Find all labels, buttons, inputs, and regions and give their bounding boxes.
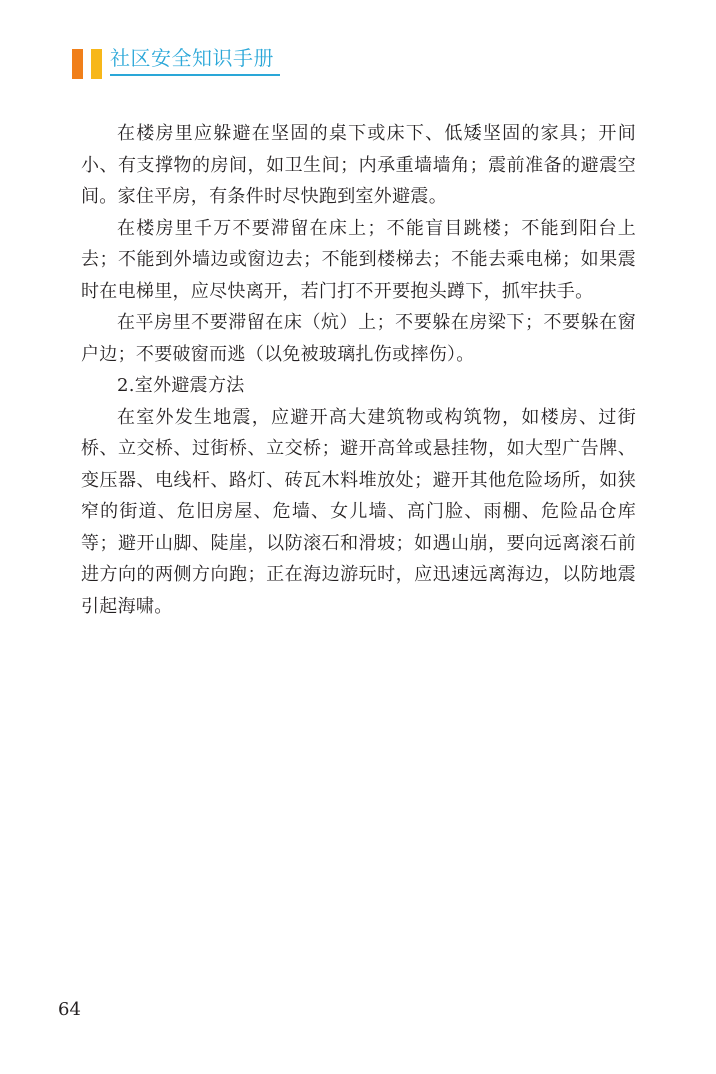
paragraph-building-donts: 在楼房里千万不要滞留在床上；不能盲目跳楼；不能到阳台上去；不能到外墙边或窗边去；不能到楼梯去；不能去乘电梯；如果震时在电梯里，应尽快离开，若门打不开要抱头蹲下，抓牢扶手。 [81,217,636,302]
paragraph-bungalow-donts: 在平房里不要滞留在床（炕）上；不要躲在房梁下；不要躲在窗户边；不要破窗而逃（以免被玻璃扎伤或摔伤）。 [81,312,636,365]
header-underline [110,74,280,76]
paragraph-indoor-shelter: 在楼房里应躲避在坚固的桌下或床下、低矮坚固的家具；开间小、有支撑物的房间，如卫生间；内承重墙墙角；震前准备的避震空间。家住平房，有条件时尽快跑到室外避震。 [81,123,636,207]
header-yellow-bar [91,49,102,79]
paragraph-outdoor-shelter: 在室外发生地震，应避开高大建筑物或构筑物，如楼房、过街桥、立交桥、过街桥、立交桥；避开高耸或悬挂物，如大型广告牌、变压器、电线杆、路灯、砖瓦木料堆放处；避开其他危险场所，如狭窄的街道、危旧房屋、危墙、女儿墙、高门脸、雨棚、危险品仓库等；避开山脚、陡崖，以防滚石和滑坡；如遇山崩，要向远离滚石前进方向的两侧方向跑；正在海边游玩时，应迅速远离海边，以防地震引起海啸。 [81,406,636,617]
header-orange-bar [72,49,83,79]
running-header [72,44,302,80]
section-subheading: 2.室外避震方法 [117,375,245,396]
page-number: 64 [58,999,81,1020]
book-title: 社区安全知识手册 [110,46,274,70]
page-body [81,118,636,622]
